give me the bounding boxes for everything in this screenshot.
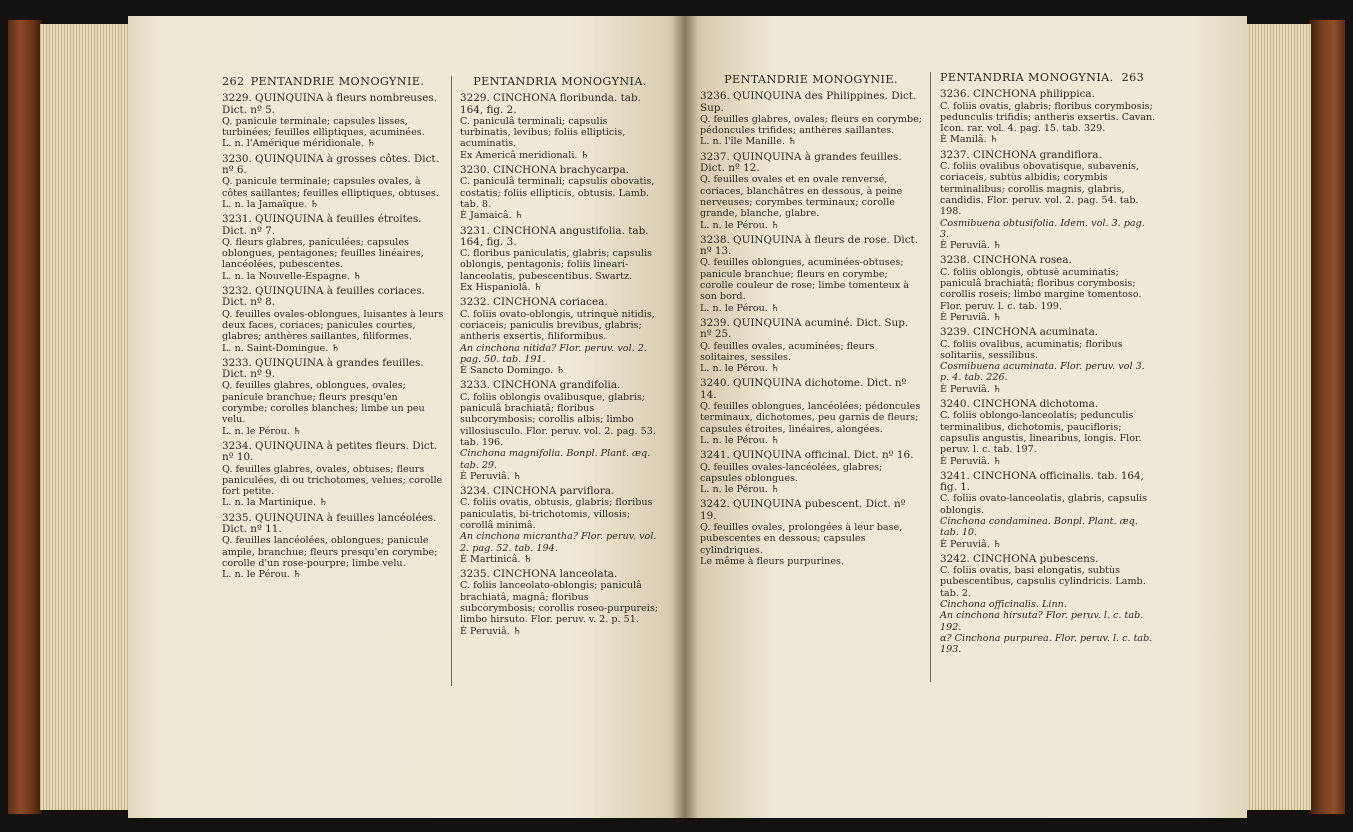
entry-synonym: Cosmibuena acuminata. Flor. peruv. vol 3. p. 4. tab. 226. [940,361,1145,384]
entry-habitat: È Sancto Domingo. ♄ [460,365,565,377]
entry-habitat: L. n. l'île Manille. ♄ [700,136,797,148]
entry-title: 3230. CINCHONA brachycarpa. [460,164,629,177]
left-french-column [222,76,444,584]
entry-title: 3235. QUINQUINA à feuilles lancéolées. Dict. nº 11. [222,511,437,535]
entry-synonym: An cinchona nitida? Flor. peruv. vol. 2. pag. 50. tab. 191. [460,342,647,365]
entry-description: Q. feuilles ovales, prolongées à leur base, pubescentes en dessous; capsules cylindriques. [700,521,903,556]
entry-habitat: Ex Hispaniolâ. ♄ [460,282,543,294]
entry-description: Q. feuilles glabres, oblongues, ovales; panicule branchue; fleurs presqu'en corymbe; corolles blanches; limbe un peu velu. [222,380,425,426]
left-latin-column [460,76,660,641]
entry [222,154,444,210]
entry [700,378,922,446]
entry-title: 3230. QUINQUINA à grosses côtes. Dict. nº 6. [222,152,439,177]
entry-title: 3237. QUINQUINA à grandes feuilles. Dict. nº 12. [700,150,902,175]
entry-list [940,89,1156,655]
entry-habitat: L. n. le Pérou. ♄ [700,363,780,375]
entry [222,286,444,354]
entry-habitat: Le même à fleurs purpurines. [700,555,844,567]
entry-list [222,93,444,580]
entry-description: C. foliis oblongo-lanceolatis; pedunculis terminalibus, dichotomis, paucifloris; capsulis angustis, linearibus, longis. Flor. peruv. l. c. tab. 197. [940,410,1142,456]
entry-description: C. paniculâ terminali; capsulis obovatis, costatis; foliis ellipticis, obtusis. Lamb. tab. 8. [460,176,655,210]
entry-title: 3231. CINCHONA angustifolia. tab. 164, fig. 3. [460,224,649,248]
entry-title: 3233. CINCHONA grandifolia. [460,379,621,392]
entry-habitat: È Peruviâ. ♄ [460,625,522,637]
entry-habitat: È Peruviâ. ♄ [940,311,1002,323]
entry-habitat: È Peruviâ. ♄ [940,240,1002,252]
entry-description: C. foliis ovatis, obtusis, glabris; floribus paniculatis, bi-trichotomis, villosis; corollâ minimâ. [460,497,653,531]
entry [222,358,444,437]
entry-title: 3236. CINCHONA philippica. [940,88,1095,101]
entry [460,165,660,221]
entry-habitat: L. n. le Pérou. ♄ [222,569,302,581]
entry-habitat: È Martinicâ. ♄ [460,553,533,565]
entry [940,150,1156,252]
entry-synonym: Cosmibuena obtusifolia. Idem. vol. 3. pag. 3. [940,217,1145,240]
entry-habitat: L. n. le Pérou. ♄ [700,219,780,231]
running-header [700,74,922,85]
entry [222,93,444,149]
column-rule-right [930,72,931,682]
entry-habitat: È Peruviâ. ♄ [940,383,1002,395]
header-text: PENTANDRIA MONOGYNIA. [940,71,1114,84]
entry [460,226,660,294]
entry-title: 3234. CINCHONA parviflora. [460,485,615,498]
running-header [460,76,660,87]
entry [700,235,922,314]
entry [222,214,444,282]
entry-title: 3240. QUINQUINA dichotome. Dict. nº 14. [700,377,907,401]
entry [222,513,444,581]
header-text: PENTANDRIA MONOGYNIA. [473,75,647,88]
entry-title: 3239. CINCHONA acuminata. [940,326,1099,339]
entry [700,318,922,374]
entry [940,399,1156,467]
entry [460,486,660,565]
entry [940,327,1156,395]
entry-description: C. foliis ovalibus obovatisque, subavenis, coriaceis, subtùs albidis; corymbis terminalibus; corollis magnis, glabris, candidis. Flor. peruv. vol. 2. pag. 54. tab. 198. [940,161,1140,218]
right-latin-column [940,72,1156,660]
entry [460,93,660,161]
entry-title: 3242. QUINQUINA pubescent. Dict. nº 19. [700,498,906,522]
running-header [940,72,1156,83]
entry-habitat: L. n. la Jamaïque. ♄ [222,198,319,210]
entry-synonym: Cinchona condaminea. Bonpl. Plant. æq. tab. 10. [940,515,1138,539]
entry-habitat: L. n. le Pérou. ♄ [222,425,302,437]
header-text: PENTANDRIE MONOGYNIE. [250,75,425,88]
entry-description: Q. fleurs glabres, paniculées; capsules oblongues, pentagones; feuilles linéaires, lancéolées, pubescentes. [222,236,424,271]
entry [940,89,1156,145]
entry-title: 3242. CINCHONA pubescens. [940,552,1099,565]
entry-description: C. foliis ovatis, basi elongatis, subtùs pubescentibus, capsulis cylindricis. Lamb. tab. 2. [940,565,1146,599]
entry-title: 3241. CINCHONA officinalis. tab. 164, fig. 1. [940,469,1144,494]
entry-description: C. foliis ovato-lanceolatis, glabris, capsulis oblongis. [940,493,1148,516]
right-french-column [700,74,922,571]
entry-title: 3238. CINCHONA rosea. [940,254,1072,267]
entry-title: 3234. QUINQUINA à petites fleurs. Dict. nº 10. [222,439,438,464]
entry-description: Q. feuilles ovales-lancéolées, glabres; capsules oblongues. [700,461,883,484]
entry-habitat: L. n. l'Amérique méridionale. ♄ [222,138,376,150]
entry-title: 3241. QUINQUINA officinal. Dict. nº 16. [700,449,914,462]
entry-habitat: Ex Americâ meridionali. ♄ [460,149,590,161]
book-gutter [672,16,698,818]
entry-description: C. foliis oblongis ovalibusque, glabris; paniculâ brachiatâ; floribus subcorymbosis; corollis albis; limbo villosiusculo. Flor. peruv. vol. 2. pag. 53. tab. 196. [460,391,656,448]
entry-title: 3232. CINCHONA coriacea. [460,296,608,309]
entry-synonym: An cinchona micrantha? Flor. peruv. vol. 2. pag. 52. tab. 194. [460,531,657,554]
entry-title: 3233. QUINQUINA à grandes feuilles. Dict. nº 9. [222,356,424,381]
entry-habitat: È Peruviâ. ♄ [460,470,522,482]
entry-description: Q. feuilles oblongues, acuminées-obtuses; panicule branchue; fleurs en corymbe; corolle couleur de rose; limbe tomenteux à son bord. [700,257,909,303]
entry-title: 3229. CINCHONA floribunda. tab. 164, fig. 2. [460,92,641,116]
entry [700,91,922,147]
entry-synonym: An cinchona hirsuta? Flor. peruv. l. c. tab. 192. [940,610,1144,633]
entry-habitat: È Peruviâ. ♄ [940,455,1002,467]
entry-description: Q. feuilles glabres, ovales, obtuses; fleurs paniculées, di ou trichotomes, velues; corolle fort petite. [222,463,443,498]
entry-habitat: L. n. la Nouvelle-Espagne. ♄ [222,270,362,282]
entry-description: C. foliis ovato-oblongis, utrinquè nitidis, coriaceis; paniculis brevibus, glabris; antheris exsertis, filiformibus. [460,308,655,343]
book-cover-right [1309,20,1345,814]
entry-title: 3238. QUINQUINA à fleurs de rose. Dict. nº 13. [700,233,919,258]
entry-habitat: L. n. le Pérou. ♄ [700,302,780,314]
entry-description: Q. feuilles lancéolées, oblongues; panicule ample, branchue; fleurs presqu'en corymbe; corolle d'un rose-pourpre; limbe velu. [222,535,438,569]
entry-description: Q. panicule terminale; capsules ovales, à côtes saillantes; feuilles elliptiques, obtuses. [222,176,439,199]
entry-habitat: L. n. le Pérou. ♄ [700,484,780,496]
entry-list [460,93,660,637]
entry-description: Q. feuilles ovales-oblongues, luisantes à leurs deux faces, coriaces; panicules courtes, glabres; anthères saillantes, filiformes. [222,308,444,343]
entry-habitat: L. n. Saint-Domingue. ♄ [222,342,340,354]
entry-synonym: α? Cinchona purpurea. Flor. peruv. l. c. tab. 193. [940,632,1153,656]
column-rule-left [451,76,452,686]
entry-synonym: Cinchona magnifolia. Bonpl. Plant. æq. tab. 29. [460,448,651,471]
entry-title: 3231. QUINQUINA à feuilles étroites. Dict. nº 7. [222,213,422,237]
header-text: PENTANDRIE MONOGYNIE. [724,73,898,86]
entry-title: 3237. CINCHONA grandiflora. [940,148,1102,161]
entry [460,569,660,637]
entry-title: 3235. CINCHONA lanceolata. [460,568,618,581]
entry-habitat: È Jamaicâ. ♄ [460,210,524,222]
entry-synonym: Cinchona officinalis. Linn. [940,599,1067,611]
entry [940,255,1156,323]
entry [940,471,1156,550]
running-header [222,76,444,87]
entry-title: 3229. QUINQUINA à fleurs nombreuses. Dict. nº 5. [222,92,438,116]
entry-description: Q. feuilles ovales, acuminées; fleurs solitaires, sessiles. [700,340,875,363]
entry-description: Q. panicule terminale; capsules lisses, turbinées; feuilles elliptiques, acuminées. [222,115,425,139]
entry [940,554,1156,656]
entry [460,380,660,482]
entry-description: C. foliis ovatis, glabris; floribus corymbosis; pedunculis trifidis; antheris exsertis. Cavan. Icon. rar. vol. 4. pag. 15. tab. 329. [940,100,1156,135]
entry-habitat: L. n. la Martinique. ♄ [222,497,328,509]
entry [700,152,922,231]
entry [222,441,444,509]
page-number: 262 [222,75,245,88]
entry-habitat: È Manilâ. ♄ [940,134,999,146]
entry-title: 3232. QUINQUINA à feuilles coriaces. Dict. nº 8. [222,285,425,309]
entry [700,450,922,495]
page-number: 263 [1121,71,1145,84]
entry-description: Q. feuilles oblongues, lancéolées; pédoncules terminaux, dichotomes, peu garnis de fleurs; capsules étroites, linéaires, alongées. [700,401,921,435]
entry-habitat: L. n. le Pérou. ♄ [700,434,780,446]
entry-description: C. floribus paniculatis, glabris; capsulis oblongis, pentagonis; foliis lineari-lanceolatis, pubescentibus. Swartz. [460,248,652,282]
entry-description: C. foliis oblongis, obtusè acuminatis; paniculâ brachiatâ; floribus corymbosis; corollis roseis; limbo margine tomentoso. Flor. peruv. l. c. tab. 199. [940,266,1142,312]
entry-title: 3239. QUINQUINA acuminé. Dict. Sup. nº 25. [700,316,909,341]
book-cover-left [8,20,42,814]
entry-list [700,91,922,567]
entry-habitat: È Peruviâ. ♄ [940,538,1002,550]
entry-title: 3240. CINCHONA dichotoma. [940,398,1099,411]
entry-description: C. foliis lanceolato-oblongis; paniculâ brachiatâ, magnâ; floribus subcorymbosis; corollis roseo-purpureis; limbo hirsuto. Flor. peruv. v. 2. p. 51. [460,580,658,626]
entry [460,297,660,376]
entry-title: 3236. QUINQUINA des Philippines. Dict. Sup. [700,90,917,114]
page-edges-left [40,24,132,810]
entry-description: C. foliis ovalibus, acuminatis; floribus solitariis, sessilibus. [940,338,1123,361]
entry [700,499,922,567]
entry-description: Q. feuilles glabres, ovales; fleurs en corymbe; pédoncules trifides; anthères saillantes. [700,113,922,137]
entry-description: C. paniculâ terminali; capsulis turbinatis, levibus; foliis ellipticis, acuminatis. [460,115,626,150]
entry-description: Q. feuilles ovales et en ovale renversé, coriaces, blanchâtres en dessous, à peine nerveuses; corymbes terminaux; corolle grande, blanche, glabre. [700,174,903,220]
